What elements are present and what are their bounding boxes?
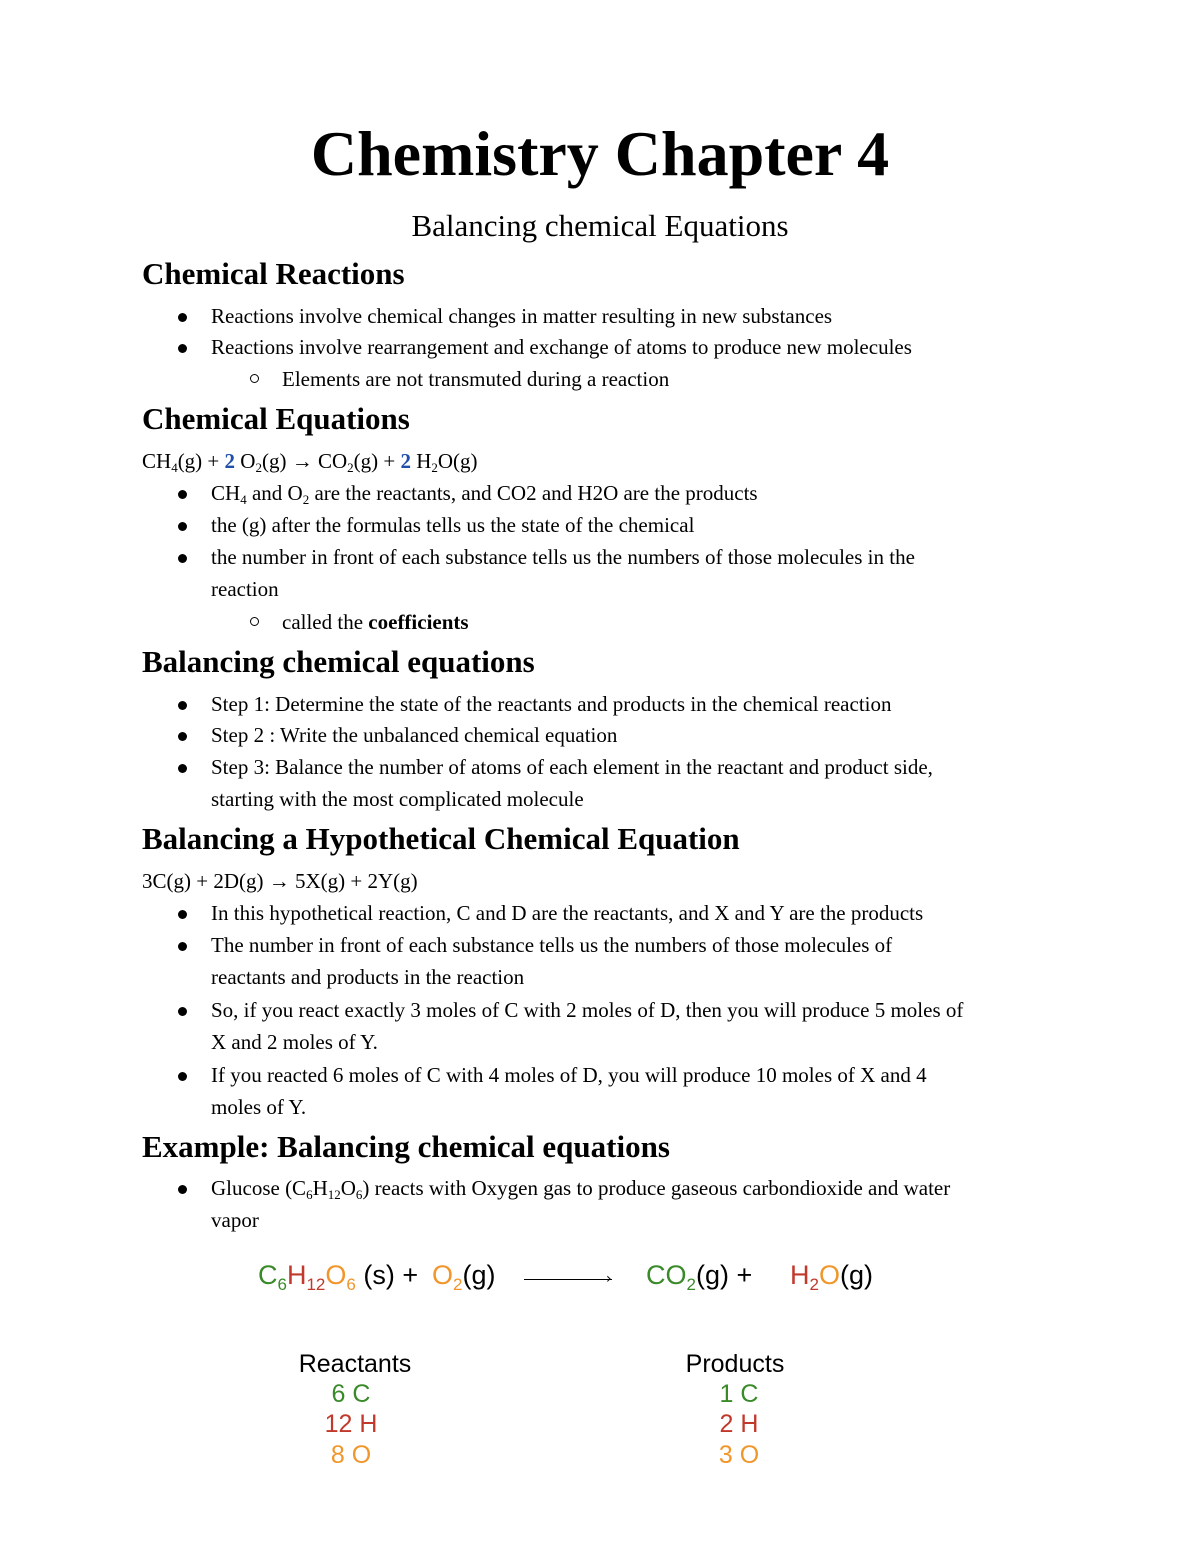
list-item-continuation: reactants and products in the reaction bbox=[211, 965, 525, 989]
heading-chemical-equations: Chemical Equations bbox=[142, 401, 410, 436]
bullet-icon bbox=[178, 701, 187, 710]
list-item: Step 2 : Write the unbalanced chemical equation bbox=[211, 723, 618, 747]
reaction-arrow bbox=[524, 1279, 612, 1280]
sub-bullet-icon bbox=[250, 374, 259, 383]
page-title: Chemistry Chapter 4 bbox=[310, 118, 890, 189]
glucose-formula: $C_6H_{12}O_6$ (s) + bbox=[258, 1260, 419, 1294]
bullet-icon bbox=[178, 764, 187, 773]
list-item-continuation: vapor bbox=[211, 1208, 259, 1232]
list-item: If you reacted 6 moles of C with 4 moles of D, you will produce 10 moles of X and 4 bbox=[211, 1063, 927, 1087]
methane-equation: $CH_4(g) + 2$ $O_2(g) \to CO_2(g) + 2$ $H_2O(g)$ bbox=[142, 449, 478, 475]
h2o-formula: $H_2O(g)$ bbox=[790, 1260, 873, 1294]
reactants-hydrogen: 12 H bbox=[324, 1410, 378, 1438]
products-label: Products bbox=[685, 1350, 785, 1378]
list-item: Reactions involve chemical changes in matter resulting in new substances bbox=[211, 304, 833, 328]
co2-formula: $CO_2(g)$ + bbox=[646, 1260, 753, 1294]
heading-hypothetical-equation: Balancing a Hypothetical Chemical Equation bbox=[142, 821, 740, 856]
bullet-icon bbox=[178, 1072, 187, 1081]
list-item: So, if you react exactly 3 moles of C with 2 moles of D, then you will produce 5 moles of bbox=[211, 998, 964, 1022]
bullet-icon bbox=[178, 732, 187, 741]
products-hydrogen: 2 H bbox=[719, 1410, 759, 1438]
list-item: $CH_4$ and $O_2$ are the reactants, and CO2 and H2O are the products bbox=[211, 481, 758, 507]
list-item-continuation: starting with the most complicated molecule bbox=[211, 787, 584, 811]
bullet-icon bbox=[178, 313, 187, 322]
sub-bullet-icon bbox=[250, 617, 259, 626]
list-item: Reactions involve rearrangement and exchange of atoms to produce new molecules bbox=[211, 335, 912, 359]
bullet-icon bbox=[178, 344, 187, 353]
list-item: In this hypothetical reaction, C and D are the reactants, and X and Y are the products bbox=[211, 901, 924, 925]
bullet-icon bbox=[178, 522, 187, 531]
heading-example: Example: Balancing chemical equations bbox=[142, 1129, 670, 1164]
reactants-carbon: 6 C bbox=[331, 1380, 371, 1408]
bullet-icon bbox=[178, 1007, 187, 1016]
list-item: Step 3: Balance the number of atoms of each element in the reactant and product side, bbox=[211, 755, 933, 779]
list-item-continuation: reaction bbox=[211, 577, 279, 601]
oxygen-formula: $O_2(g)$ bbox=[432, 1260, 496, 1294]
bullet-icon bbox=[178, 1185, 187, 1194]
list-item-continuation: X and 2 moles of Y. bbox=[211, 1030, 378, 1054]
list-item: The number in front of each substance tells us the numbers of those molecules of bbox=[211, 933, 893, 957]
bullet-icon bbox=[178, 490, 187, 499]
heading-chemical-reactions: Chemical Reactions bbox=[142, 256, 405, 291]
list-item-continuation: moles of Y. bbox=[211, 1095, 307, 1119]
bullet-icon bbox=[178, 554, 187, 563]
bullet-icon bbox=[178, 910, 187, 919]
heading-balancing-equations: Balancing chemical equations bbox=[142, 644, 535, 679]
bullet-icon bbox=[178, 942, 187, 951]
page-subtitle: Balancing chemical Equations bbox=[411, 208, 789, 243]
products-carbon: 1 C bbox=[719, 1380, 759, 1408]
products-oxygen: 3 O bbox=[718, 1441, 760, 1469]
list-item: Step 1: Determine the state of the reactants and products in the chemical reaction bbox=[211, 692, 892, 716]
sub-list-item: Elements are not transmuted during a reaction bbox=[282, 367, 670, 391]
list-item: the (g) after the formulas tells us the state of the chemical bbox=[211, 513, 695, 537]
sub-list-item: called the coefficients bbox=[282, 610, 469, 634]
list-item: Glucose $(C_6H_{12}O_6)$ reacts with Oxygen gas to produce gaseous carbondioxide and water bbox=[211, 1176, 951, 1202]
list-item: the number in front of each substance tells us the numbers of those molecules in the bbox=[211, 545, 915, 569]
hypothetical-equation: 3C(g) + 2D(g) → 5X(g) + 2Y(g) bbox=[142, 869, 418, 893]
arrow-head-icon: › bbox=[606, 1271, 612, 1287]
reactants-label: Reactants bbox=[298, 1350, 412, 1378]
reactants-oxygen: 8 O bbox=[330, 1441, 372, 1469]
